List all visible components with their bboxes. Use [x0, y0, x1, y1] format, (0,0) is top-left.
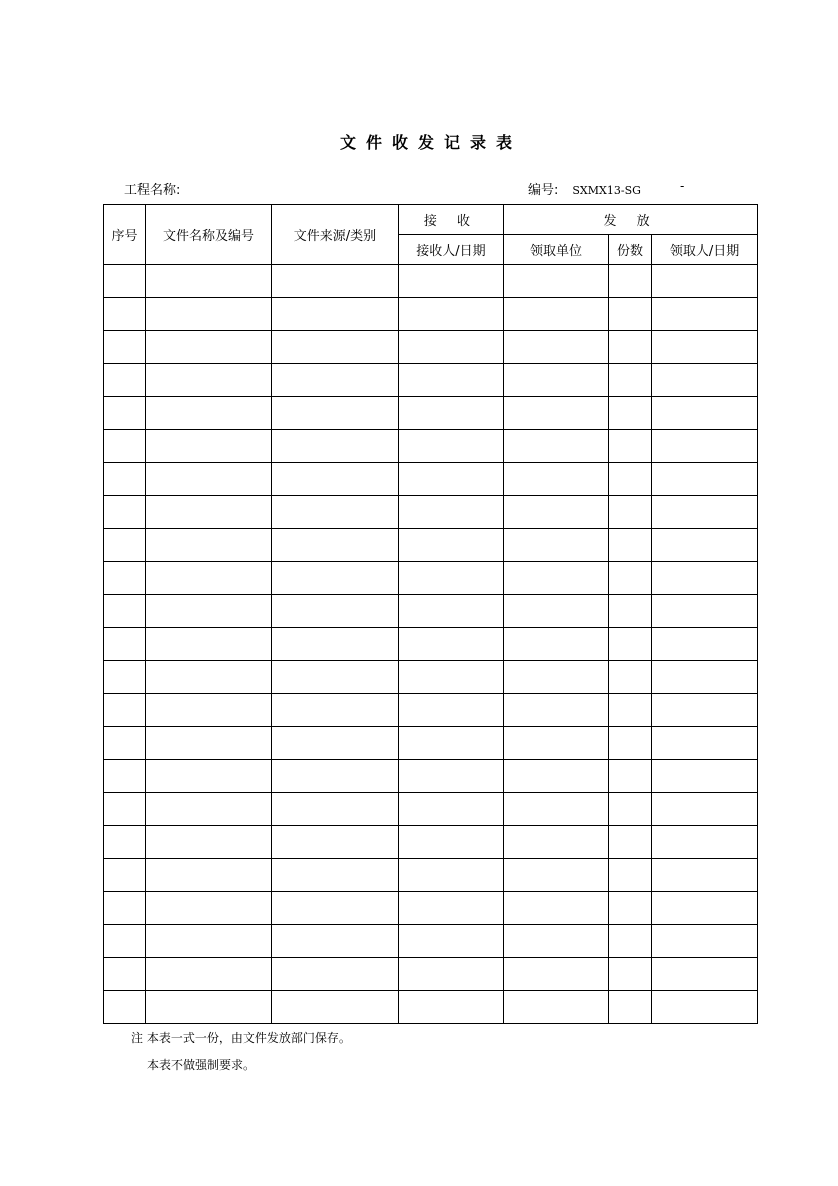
cell-seq [104, 463, 146, 496]
cell-recv-unit [504, 397, 609, 430]
cell-seq [104, 892, 146, 925]
cell-copies [609, 727, 652, 760]
cell-recv-unit [504, 595, 609, 628]
cell-recv-person [652, 595, 758, 628]
cell-receiver-date [399, 694, 504, 727]
cell-copies [609, 397, 652, 430]
cell-receiver-date [399, 265, 504, 298]
cell-source [272, 826, 399, 859]
cell-copies [609, 991, 652, 1024]
cell-recv-unit [504, 331, 609, 364]
cell-receiver-date [399, 760, 504, 793]
cell-seq [104, 430, 146, 463]
table-row [104, 760, 758, 793]
table-row [104, 595, 758, 628]
cell-copies [609, 925, 652, 958]
note-line-2: 本表不做强制要求。 [147, 1058, 256, 1072]
cell-recv-unit [504, 265, 609, 298]
header-source: 文件来源/类别 [272, 205, 399, 265]
cell-recv-person [652, 727, 758, 760]
cell-seq [104, 727, 146, 760]
cell-recv-unit [504, 364, 609, 397]
cell-recv-unit [504, 892, 609, 925]
cell-source [272, 760, 399, 793]
cell-file-name [146, 628, 272, 661]
cell-file-name [146, 925, 272, 958]
header-recv-unit: 领取单位 [504, 235, 609, 265]
cell-file-name [146, 826, 272, 859]
note-line-1: 注 本表一式一份，由文件发放部门保存。 [131, 1031, 351, 1045]
cell-source [272, 562, 399, 595]
cell-recv-person [652, 892, 758, 925]
cell-receiver-date [399, 925, 504, 958]
cell-recv-unit [504, 958, 609, 991]
cell-copies [609, 463, 652, 496]
table-row [104, 793, 758, 826]
cell-file-name [146, 661, 272, 694]
cell-copies [609, 529, 652, 562]
cell-recv-person [652, 760, 758, 793]
code-suffix: - [680, 179, 685, 193]
cell-file-name [146, 496, 272, 529]
cell-file-name [146, 727, 272, 760]
cell-receiver-date [399, 859, 504, 892]
cell-recv-unit [504, 760, 609, 793]
cell-file-name [146, 331, 272, 364]
cell-file-name [146, 991, 272, 1024]
cell-source [272, 397, 399, 430]
cell-seq [104, 958, 146, 991]
cell-seq [104, 562, 146, 595]
document-title: 文件收发记录表 [339, 133, 522, 152]
cell-recv-unit [504, 826, 609, 859]
cell-recv-person [652, 562, 758, 595]
cell-seq [104, 397, 146, 430]
cell-copies [609, 430, 652, 463]
cell-recv-person [652, 793, 758, 826]
cell-copies [609, 628, 652, 661]
cell-recv-unit [504, 859, 609, 892]
table-row [104, 463, 758, 496]
cell-source [272, 265, 399, 298]
cell-source [272, 661, 399, 694]
cell-source [272, 331, 399, 364]
table-row [104, 364, 758, 397]
cell-recv-unit [504, 529, 609, 562]
table-row [104, 925, 758, 958]
cell-recv-unit [504, 727, 609, 760]
cell-source [272, 595, 399, 628]
record-table [103, 204, 758, 1024]
cell-recv-unit [504, 793, 609, 826]
header-recv-person: 领取人/日期 [652, 235, 758, 265]
cell-source [272, 430, 399, 463]
cell-copies [609, 496, 652, 529]
cell-recv-person [652, 694, 758, 727]
cell-copies [609, 298, 652, 331]
cell-copies [609, 364, 652, 397]
cell-receiver-date [399, 958, 504, 991]
table-row [104, 694, 758, 727]
cell-source [272, 694, 399, 727]
table-row [104, 529, 758, 562]
cell-recv-unit [504, 925, 609, 958]
cell-copies [609, 958, 652, 991]
cell-copies [609, 793, 652, 826]
code-label: 编号: [528, 183, 559, 198]
cell-file-name [146, 595, 272, 628]
cell-recv-unit [504, 694, 609, 727]
cell-seq [104, 595, 146, 628]
cell-copies [609, 694, 652, 727]
header-receiver-date: 接收人/日期 [399, 235, 504, 265]
header-group-receive: 接 收 [399, 205, 504, 235]
cell-seq [104, 760, 146, 793]
header-copies: 份数 [609, 235, 652, 265]
cell-source [272, 529, 399, 562]
cell-copies [609, 892, 652, 925]
cell-source [272, 958, 399, 991]
cell-file-name [146, 430, 272, 463]
cell-seq [104, 925, 146, 958]
cell-receiver-date [399, 628, 504, 661]
record-table-body [104, 265, 758, 1024]
cell-recv-person [652, 826, 758, 859]
cell-receiver-date [399, 595, 504, 628]
cell-source [272, 463, 399, 496]
cell-copies [609, 265, 652, 298]
cell-source [272, 793, 399, 826]
cell-recv-unit [504, 463, 609, 496]
cell-file-name [146, 958, 272, 991]
cell-source [272, 859, 399, 892]
cell-source [272, 496, 399, 529]
cell-recv-person [652, 628, 758, 661]
header-file-name: 文件名称及编号 [146, 205, 272, 265]
project-name-label: 工程名称: [124, 183, 181, 198]
cell-file-name [146, 760, 272, 793]
cell-receiver-date [399, 562, 504, 595]
cell-recv-person [652, 397, 758, 430]
cell-seq [104, 991, 146, 1024]
cell-copies [609, 859, 652, 892]
cell-file-name [146, 529, 272, 562]
table-row [104, 958, 758, 991]
cell-receiver-date [399, 463, 504, 496]
cell-recv-person [652, 529, 758, 562]
cell-receiver-date [399, 331, 504, 364]
cell-recv-person [652, 265, 758, 298]
cell-source [272, 892, 399, 925]
cell-seq [104, 826, 146, 859]
table-row [104, 496, 758, 529]
cell-recv-unit [504, 298, 609, 331]
cell-copies [609, 760, 652, 793]
code-field [528, 179, 685, 198]
cell-recv-unit [504, 991, 609, 1024]
cell-recv-person [652, 463, 758, 496]
cell-recv-person [652, 364, 758, 397]
cell-seq [104, 628, 146, 661]
cell-seq [104, 364, 146, 397]
table-row [104, 628, 758, 661]
cell-receiver-date [399, 793, 504, 826]
cell-recv-person [652, 958, 758, 991]
cell-copies [609, 826, 652, 859]
cell-copies [609, 331, 652, 364]
cell-receiver-date [399, 430, 504, 463]
table-row [104, 265, 758, 298]
table-row [104, 892, 758, 925]
cell-receiver-date [399, 496, 504, 529]
header-seq: 序号 [104, 205, 146, 265]
cell-recv-person [652, 298, 758, 331]
cell-recv-unit [504, 430, 609, 463]
cell-receiver-date [399, 727, 504, 760]
cell-file-name [146, 397, 272, 430]
cell-receiver-date [399, 661, 504, 694]
cell-source [272, 628, 399, 661]
cell-seq [104, 496, 146, 529]
table-row [104, 298, 758, 331]
cell-recv-unit [504, 496, 609, 529]
cell-seq [104, 529, 146, 562]
table-row [104, 859, 758, 892]
cell-file-name [146, 364, 272, 397]
cell-source [272, 925, 399, 958]
cell-seq [104, 793, 146, 826]
cell-seq [104, 694, 146, 727]
cell-file-name [146, 793, 272, 826]
cell-recv-person [652, 661, 758, 694]
cell-source [272, 727, 399, 760]
cell-file-name [146, 562, 272, 595]
table-row [104, 991, 758, 1024]
cell-seq [104, 859, 146, 892]
table-row [104, 397, 758, 430]
table-row [104, 562, 758, 595]
cell-seq [104, 265, 146, 298]
cell-seq [104, 298, 146, 331]
table-row [104, 727, 758, 760]
cell-source [272, 364, 399, 397]
cell-recv-unit [504, 661, 609, 694]
cell-recv-unit [504, 628, 609, 661]
cell-copies [609, 595, 652, 628]
cell-file-name [146, 892, 272, 925]
cell-recv-person [652, 331, 758, 364]
cell-recv-person [652, 925, 758, 958]
table-row [104, 661, 758, 694]
cell-recv-person [652, 430, 758, 463]
cell-source [272, 298, 399, 331]
table-row [104, 430, 758, 463]
cell-seq [104, 661, 146, 694]
cell-seq [104, 331, 146, 364]
cell-file-name [146, 694, 272, 727]
cell-recv-unit [504, 562, 609, 595]
header-group-dispatch: 发 放 [504, 205, 758, 235]
cell-file-name [146, 859, 272, 892]
cell-recv-person [652, 991, 758, 1024]
cell-file-name [146, 265, 272, 298]
table-row [104, 826, 758, 859]
cell-receiver-date [399, 298, 504, 331]
cell-receiver-date [399, 991, 504, 1024]
cell-recv-person [652, 859, 758, 892]
cell-receiver-date [399, 364, 504, 397]
cell-file-name [146, 298, 272, 331]
cell-receiver-date [399, 397, 504, 430]
cell-copies [609, 562, 652, 595]
code-value: SXMX13-SG [572, 184, 641, 197]
table-row [104, 331, 758, 364]
cell-file-name [146, 463, 272, 496]
cell-copies [609, 661, 652, 694]
cell-receiver-date [399, 826, 504, 859]
cell-recv-person [652, 496, 758, 529]
cell-receiver-date [399, 892, 504, 925]
cell-receiver-date [399, 529, 504, 562]
cell-source [272, 991, 399, 1024]
